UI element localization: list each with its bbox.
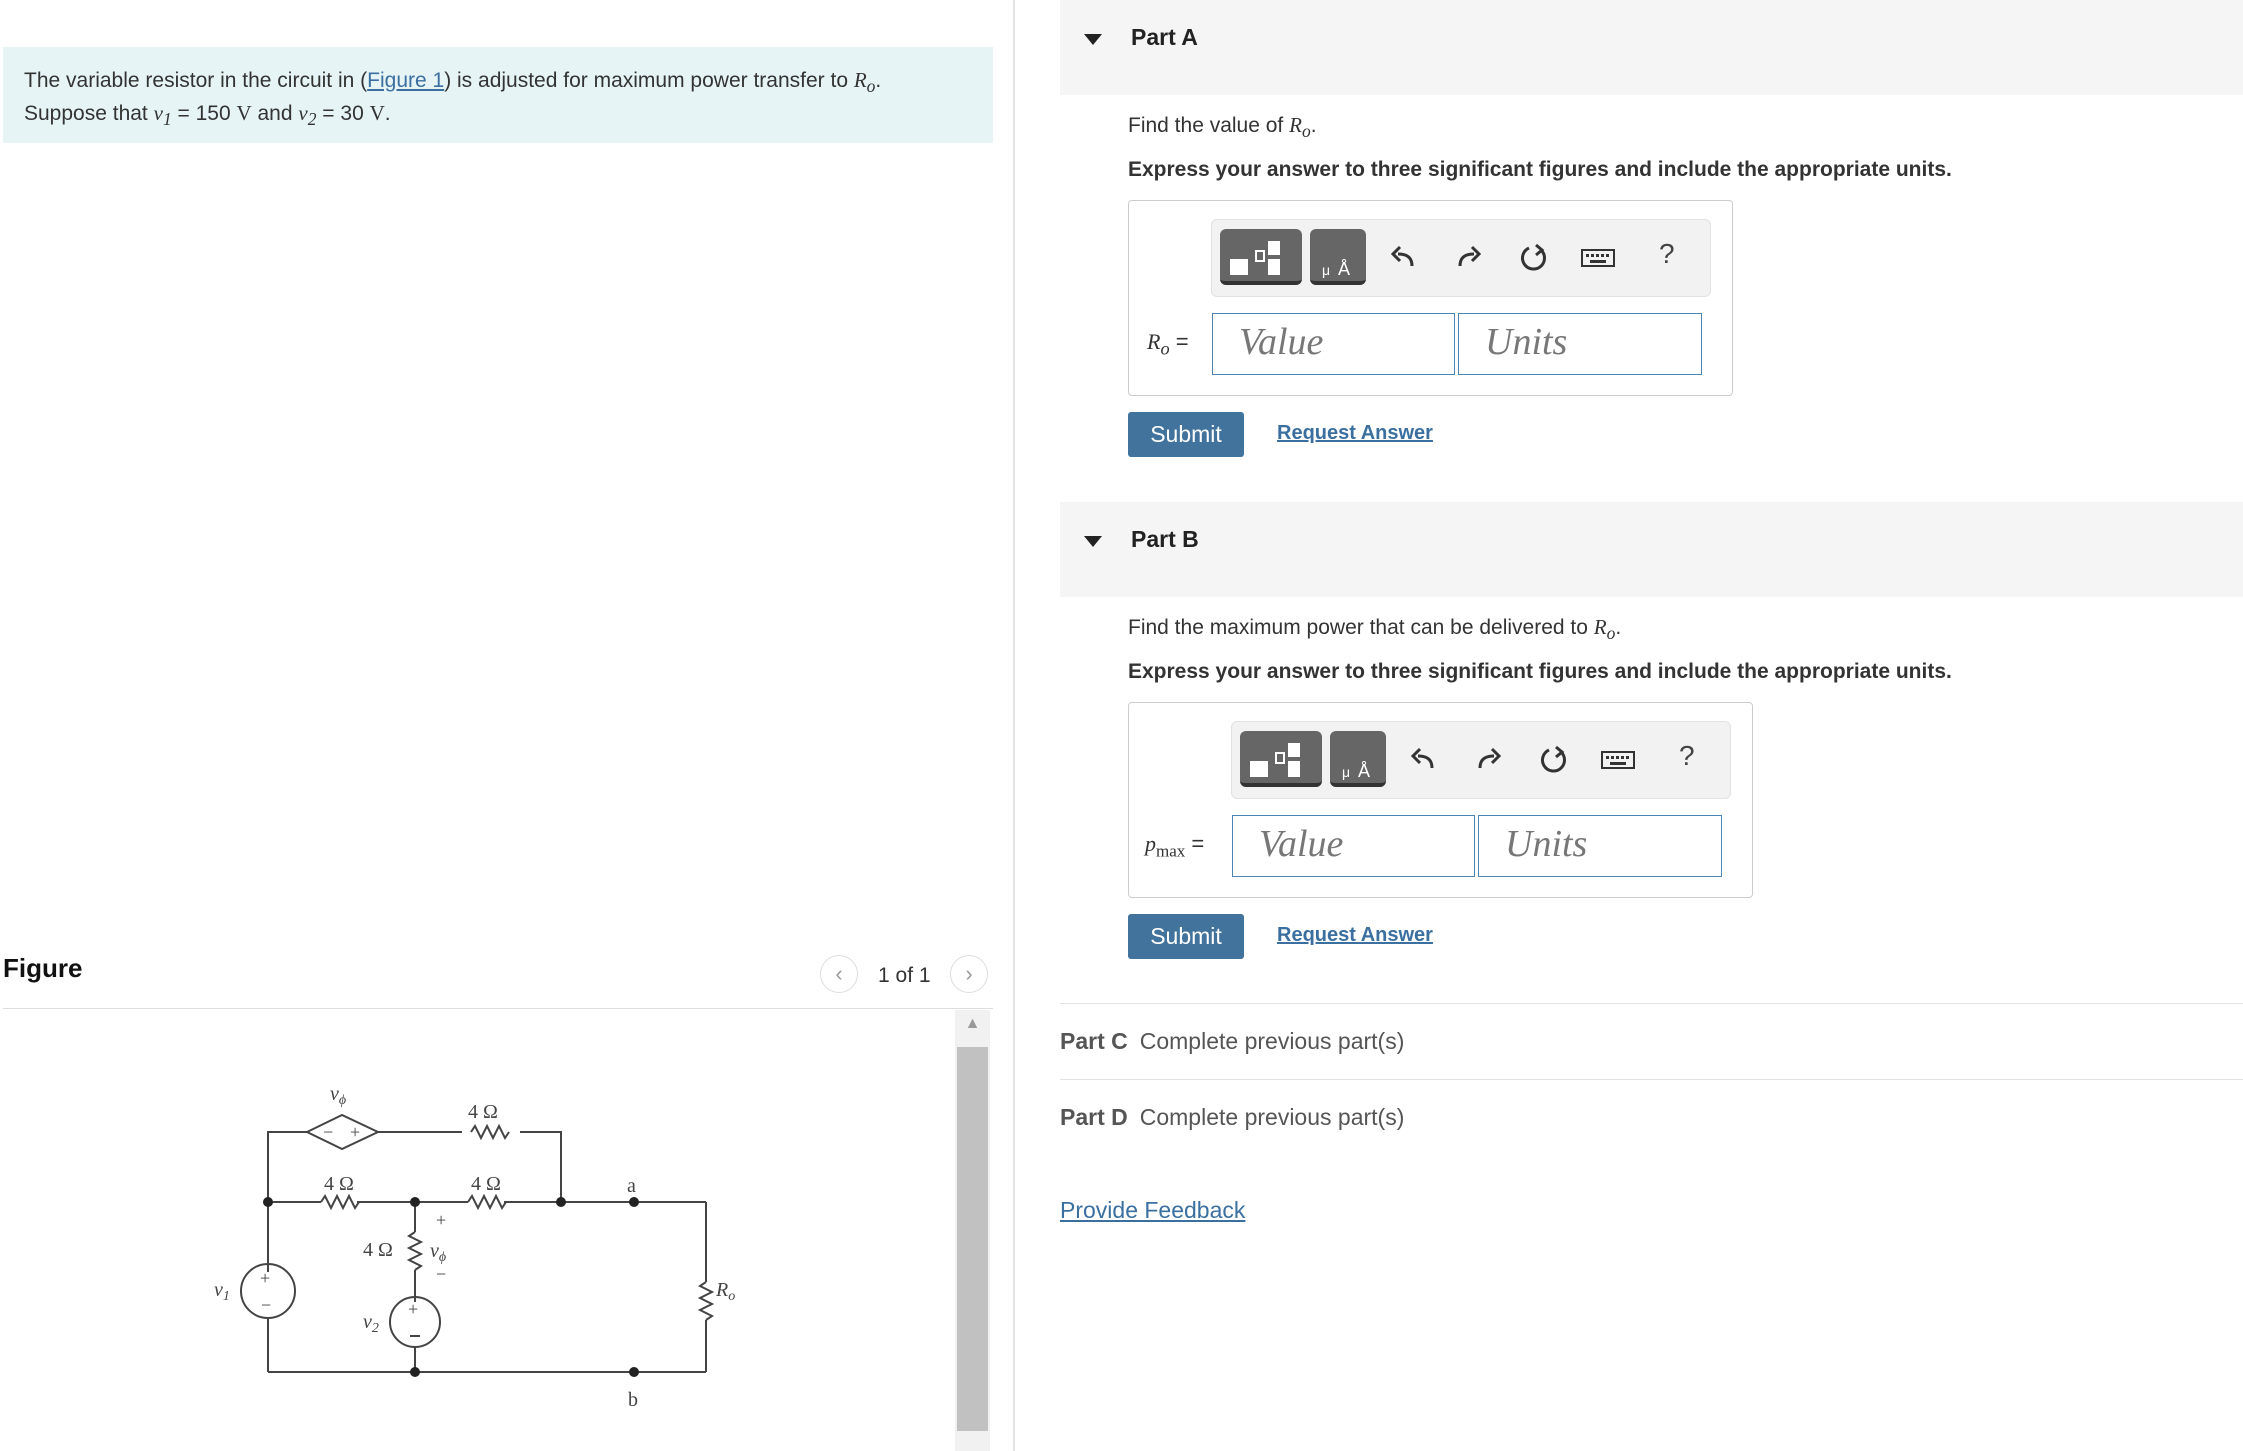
part-a-eq-label: $R_o$ = [1147, 329, 1189, 359]
request-answer-link[interactable]: Request Answer [1277, 422, 1433, 444]
undo-icon[interactable] [1406, 742, 1442, 778]
pager-text: 1 of 1 [878, 964, 931, 987]
problem-text: The variable resistor in the circuit in ( [24, 69, 368, 92]
scroll-up-arrow-icon[interactable]: ▲ [964, 1015, 981, 1032]
part-d-label: Part D [1060, 1104, 1128, 1130]
keyboard-icon[interactable] [1580, 240, 1616, 276]
svg-text:+: + [408, 1299, 419, 1319]
part-c-row [1060, 1028, 1404, 1055]
prev-figure-button[interactable] [820, 955, 858, 993]
svg-text:−: − [261, 1295, 272, 1315]
svg-text:μ: μ [1342, 764, 1351, 780]
label-node-a: a [627, 1175, 636, 1197]
figure-pager [820, 955, 990, 995]
label-vphi: $v_\phi$ [330, 1083, 347, 1108]
caret-down-icon [1084, 536, 1102, 547]
redo-icon[interactable] [1470, 742, 1506, 778]
help-icon[interactable]: ? [1659, 238, 1675, 269]
resistor-left [321, 1196, 359, 1208]
label-minus: − [436, 1264, 447, 1284]
svg-text:−: − [323, 1122, 334, 1142]
caret-down-icon [1084, 34, 1102, 45]
redo-icon[interactable] [1450, 240, 1486, 276]
circuit-diagram [0, 1010, 955, 1451]
reset-icon[interactable] [1536, 742, 1572, 778]
part-d-row [1060, 1104, 1404, 1131]
svg-text:Å: Å [1358, 761, 1371, 781]
request-answer-link[interactable]: Request Answer [1277, 924, 1433, 946]
value-input[interactable]: Value [1232, 815, 1475, 877]
svg-text:+: + [260, 1268, 271, 1288]
divider [1060, 1003, 2243, 1004]
part-a-instruction: Express your answer to three significant figures and include the appropriate units. [1128, 158, 1952, 181]
resistor-vert [409, 1232, 421, 1270]
part-c-status: Complete previous part(s) [1139, 1028, 1405, 1054]
resistor-mid [468, 1196, 506, 1208]
problem-text: ) is adjusted for maximum power transfer to [444, 69, 854, 92]
unit-volts: V [236, 101, 252, 126]
units-button[interactable] [1310, 229, 1366, 285]
label-r-vert: 4 Ω [363, 1239, 393, 1261]
figure-scrollbar[interactable] [955, 1010, 990, 1451]
templates-button[interactable] [1240, 731, 1322, 787]
resistor-top [471, 1126, 509, 1138]
part-b-answer-box [1128, 702, 1753, 898]
label-r-left: 4 Ω [324, 1173, 354, 1195]
label-v1: $v_1$ [214, 1279, 230, 1304]
part-b-header[interactable] [1060, 502, 2243, 597]
svg-text:μ: μ [1322, 262, 1331, 278]
help-icon[interactable]: ? [1679, 740, 1695, 771]
figure-title: Figure [3, 953, 83, 983]
label-r-mid: 4 Ω [471, 1173, 501, 1195]
label-node-b: b [628, 1389, 638, 1411]
chevron-left-icon: ‹ [835, 961, 843, 986]
templates-button[interactable] [1220, 229, 1302, 285]
units-input[interactable]: Units [1458, 313, 1702, 375]
svg-text:+: + [350, 1122, 361, 1142]
keyboard-icon[interactable] [1600, 742, 1636, 778]
part-b-title: Part B [1131, 526, 1199, 552]
submit-button[interactable]: Submit [1128, 412, 1244, 457]
problem-statement: The variable resistor in the circuit in (Figure 1) is adjusted for maximum power transfer to $R_o$. Suppose that $v_1 = 150$ V and $v_2 = 30$ V. [3, 47, 993, 143]
part-a-title: Part A [1131, 24, 1198, 50]
column-divider [1013, 0, 1015, 1451]
part-b-toolbar [1231, 721, 1731, 799]
units-input[interactable]: Units [1478, 815, 1722, 877]
next-figure-button[interactable] [950, 955, 988, 993]
label-ro: $R_o$ [716, 1279, 736, 1304]
part-b-instruction: Express your answer to three significant figures and include the appropriate units. [1128, 660, 1952, 683]
dependent-source [307, 1115, 378, 1149]
divider [3, 1008, 993, 1009]
reset-icon[interactable] [1516, 240, 1552, 276]
resistor-ro [700, 1282, 712, 1320]
part-b-eq-label: $p_{max}$ = [1145, 831, 1205, 861]
part-b-question: Find the maximum power that can be delivered to $R_o$. [1128, 615, 1622, 644]
label-v2: $v_2$ [363, 1311, 379, 1336]
problem-text: Suppose that [24, 102, 154, 126]
label-vphi-2: $v_\phi$ [430, 1240, 447, 1265]
undo-icon[interactable] [1386, 240, 1422, 276]
units-button[interactable] [1330, 731, 1386, 787]
part-c-label: Part C [1060, 1028, 1128, 1054]
wire [520, 1132, 561, 1202]
provide-feedback-link[interactable]: Provide Feedback [1060, 1197, 1246, 1223]
left-panel [0, 0, 1000, 1451]
part-a-question: Find the value of $R_o$. [1128, 113, 1317, 142]
divider [1060, 1079, 2243, 1080]
part-a-answer-box [1128, 200, 1733, 396]
v2-symbol: $v_2$ [298, 101, 317, 130]
label-r-top: 4 Ω [468, 1101, 498, 1123]
wire [268, 1132, 307, 1202]
part-a-header[interactable] [1060, 0, 2243, 95]
part-a-toolbar [1211, 219, 1711, 297]
chevron-right-icon: › [965, 961, 973, 986]
svg-text:Å: Å [1338, 259, 1351, 279]
label-plus: + [436, 1210, 447, 1230]
ro-symbol: $R_o$ [853, 68, 876, 97]
scroll-thumb[interactable] [957, 1047, 988, 1431]
figure-link[interactable]: Figure 1 [367, 69, 445, 92]
part-d-status: Complete previous part(s) [1139, 1104, 1405, 1130]
v1-symbol: $v_1$ [153, 101, 172, 130]
submit-button[interactable]: Submit [1128, 914, 1244, 959]
value-input[interactable]: Value [1212, 313, 1455, 375]
